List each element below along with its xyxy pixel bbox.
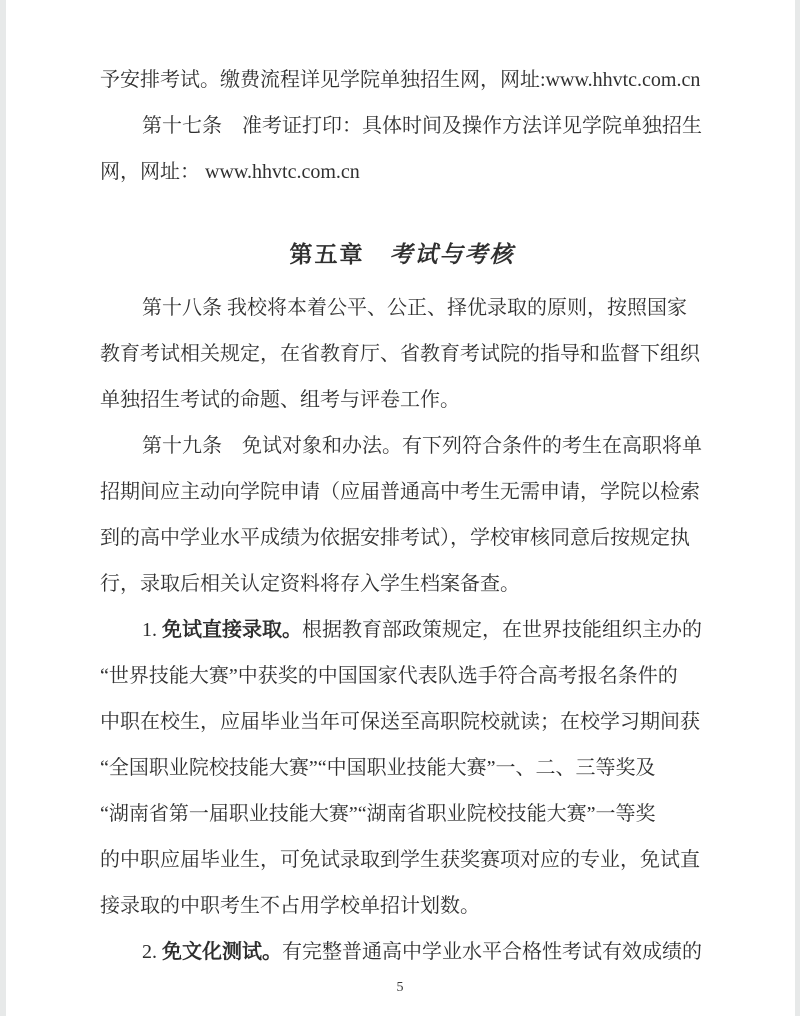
document-line <box>100 561 704 607</box>
text-run: 有完整普通高中学业水平合格性考试有效成绩的 <box>282 941 702 963</box>
text-run: “湖南省第一届职业技能大赛”“湖南省职业院校技能大赛”一等奖 <box>100 803 656 825</box>
text-run: 第十九条 免试对象和办法。有下列符合条件的考生在高职将单 <box>142 435 702 457</box>
document-line <box>100 103 704 149</box>
text-run: 根据教育部政策规定，在世界技能组织主办的 <box>302 619 702 641</box>
chapter-heading <box>100 232 704 278</box>
document-line <box>100 285 704 331</box>
document-line <box>100 607 704 653</box>
text-run: 行，录取后相关认定资料将存入学生档案备查。 <box>100 573 520 595</box>
page-edge-left <box>0 0 6 1016</box>
text-run: 第五章 <box>289 242 390 267</box>
document-line <box>100 699 704 745</box>
text-run: 接录取的中职考生不占用学校单招计划数。 <box>100 895 480 917</box>
text-run: 2. <box>142 941 162 963</box>
text-run: 教育考试相关规定，在省教育厅、省教育考试院的指导和监督下组织 <box>100 343 700 365</box>
text-run: 的中职应届毕业生，可免试录取到学生获奖赛项对应的专业，免试直 <box>100 849 700 871</box>
text-run: 单独招生考试的命题、组考与评卷工作。 <box>100 389 460 411</box>
page-number: 5 <box>396 980 404 995</box>
text-run: 网，网址： www.hhvtc.com.cn <box>100 161 360 183</box>
text-run: 第十七条 准考证打印：具体时间及操作方法详见学院单独招生 <box>142 115 702 137</box>
text-run: “世界技能大赛”中获奖的中国国家代表队选手符合高考报名条件的 <box>100 665 678 687</box>
document-line <box>100 149 704 195</box>
document-line <box>100 331 704 377</box>
document-line <box>100 469 704 515</box>
document-line <box>100 423 704 469</box>
document-line <box>100 791 704 837</box>
document-line <box>100 515 704 561</box>
document-line <box>100 653 704 699</box>
document-line <box>100 929 704 975</box>
text-run: 到的高中学业水平成绩为依据安排考试），学校审核同意后按规定执 <box>100 527 690 549</box>
text-run: 1. <box>142 619 162 641</box>
text-run: 免文化测试。 <box>162 941 282 963</box>
text-run: 考试与考核 <box>389 242 515 267</box>
text-run: 招期间应主动向学院申请（应届普通高中考生无需申请，学院以检索 <box>100 481 700 503</box>
text-run: “全国职业院校技能大赛”“中国职业技能大赛”一、二、三等奖及 <box>100 757 656 779</box>
document-line <box>100 377 704 423</box>
page-edge-right <box>795 0 800 1016</box>
text-run: 免试直接录取。 <box>162 619 302 641</box>
document-line <box>100 57 704 103</box>
document-line <box>100 883 704 929</box>
document-line <box>100 745 704 791</box>
text-run: 第十八条 我校将本着公平、公正、择优录取的原则，按照国家 <box>142 297 687 319</box>
document-body <box>100 57 704 975</box>
text-run: 中职在校生，应届毕业当年可保送至高职院校就读；在校学习期间获 <box>100 711 700 733</box>
text-run: 予安排考试。缴费流程详见学院单独招生网，网址:www.hhvtc.com.cn <box>100 69 701 91</box>
document-line <box>100 837 704 883</box>
